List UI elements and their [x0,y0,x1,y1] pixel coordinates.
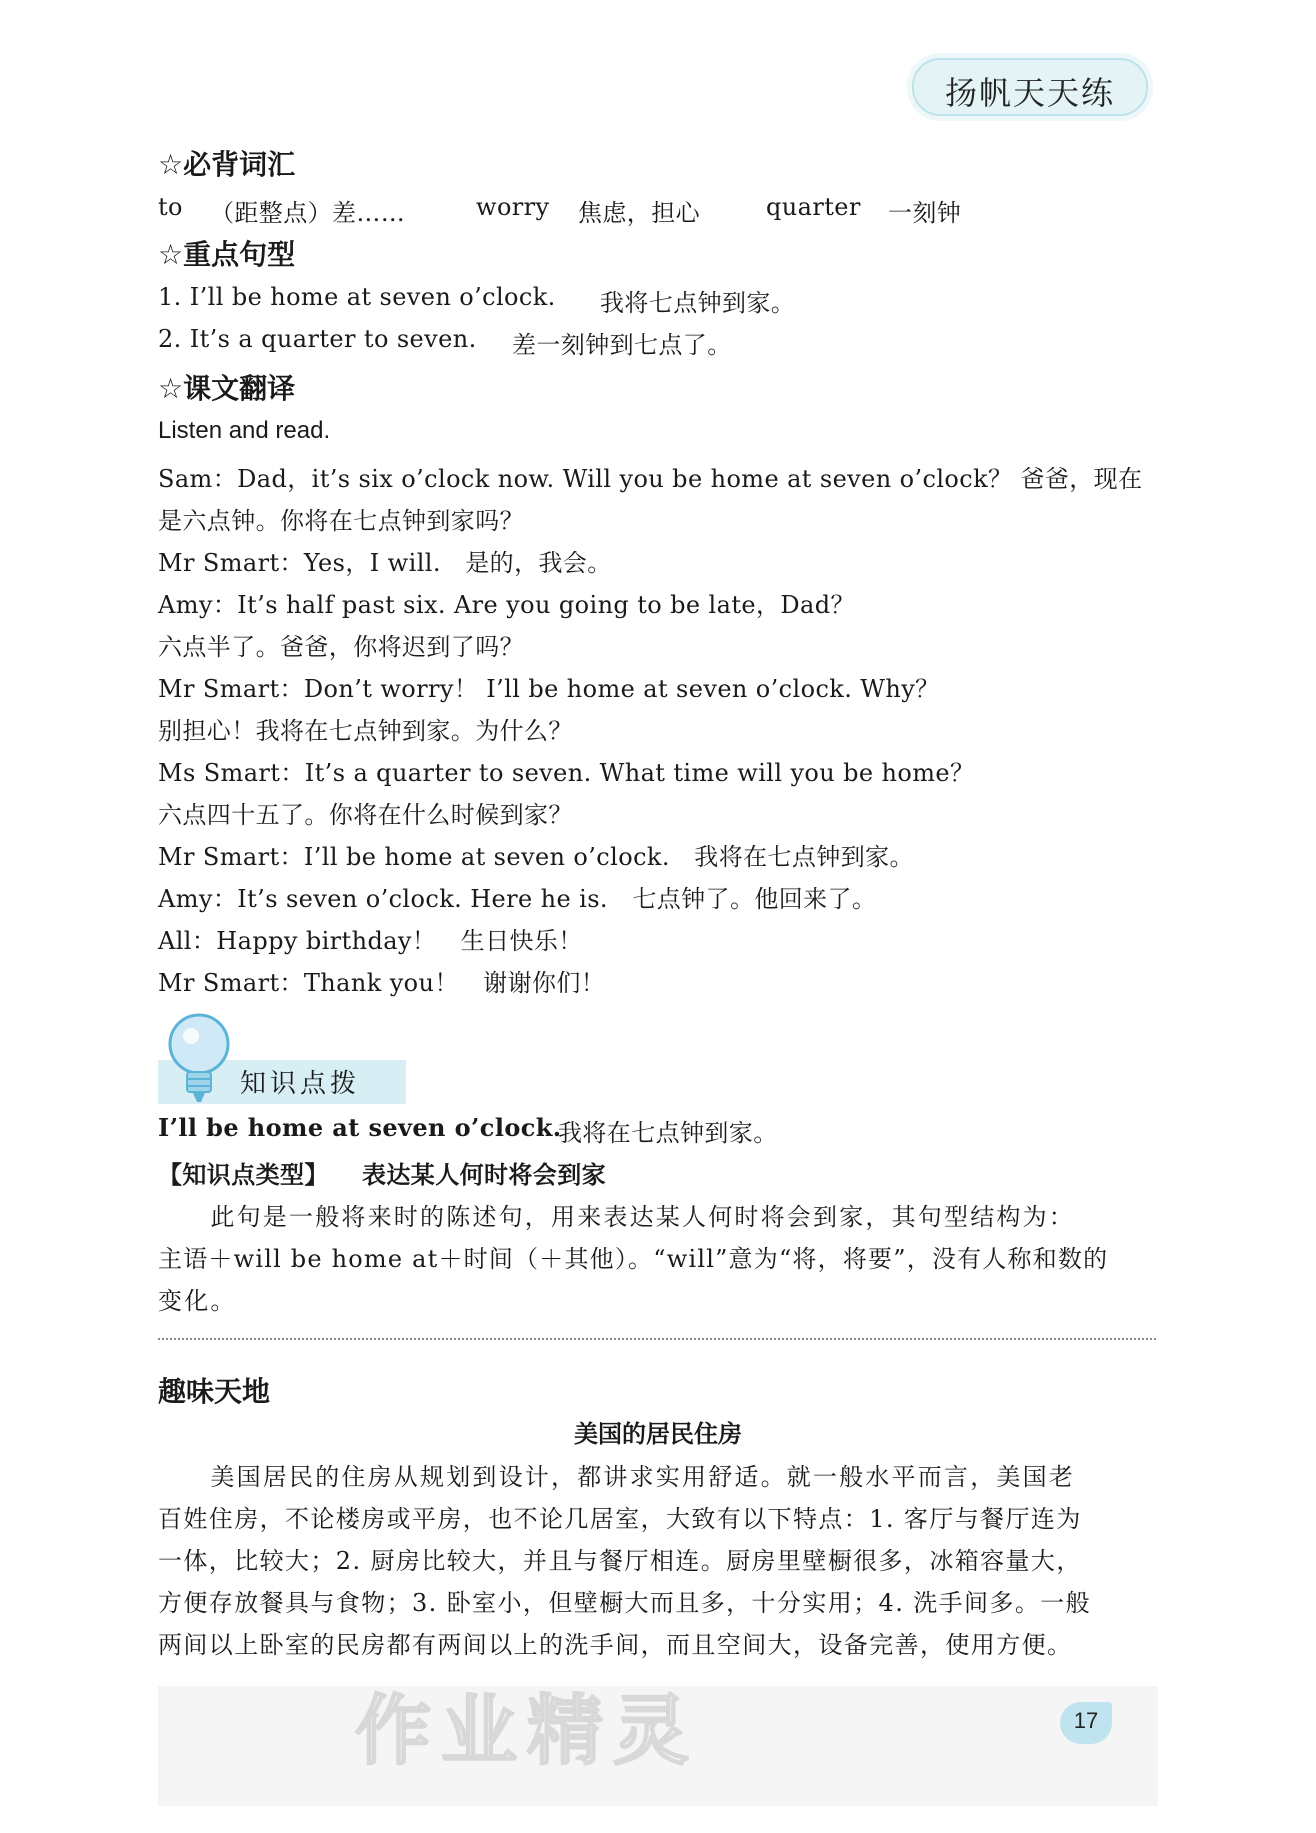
dialogue-line: Mr Smart：Thank you！ 谢谢你们！ [158,969,606,997]
fun-heading: 趣味天地 [158,1375,271,1408]
vocab-word-to: to [158,193,183,221]
fun-paragraph: 美国居民的住房从规划到设计，都讲求实用舒适。就一般水平而言，美国老 [158,1463,1075,1491]
knowledge-type-text: 表达某人何时将会到家 [362,1161,606,1189]
vocab-heading: ☆必背词汇 [158,148,296,181]
vocab-word-quarter: quarter [766,193,861,221]
series-badge [912,58,1148,116]
sentence-1-zh: 我将七点钟到家。 [600,289,796,317]
dialogue-line: All：Happy birthday！ 生日快乐！ [158,927,583,955]
dialogue-line: 六点半了。爸爸，你将迟到了吗？ [158,633,524,661]
tip-label: 知识点拨 [240,1069,361,1099]
knowledge-paragraph: 此句是一般将来时的陈述句，用来表达某人何时将会到家，其句型结构为： [158,1203,1075,1231]
vocab-meaning-worry: 焦虑，担心 [578,199,700,227]
dialogue-line: Amy：It’s half past six. Are you going to be late，Dad？ [158,591,855,619]
dialogue-line: 是六点钟。你将在七点钟到家吗？ [158,507,524,535]
dialogue-line: 六点四十五了。你将在什么时候到家？ [158,801,573,829]
section-divider [158,1338,1156,1340]
fun-paragraph: 一体，比较大；2. 厨房比较大，并且与餐厅相连。厨房里壁橱很多，冰箱容量大， [158,1547,1082,1575]
knowledge-paragraph: 主语＋will be home at＋时间（＋其他）。“will”意为“将，将要”，没有人称和数的 [158,1245,1109,1273]
dialogue-line: Mr Smart：Yes，I will. 是的，我会。 [158,549,612,577]
series-badge-text: 扬帆天天练 [944,74,1115,112]
dialogue-line: Amy：It’s seven o’clock. Here he is. 七点钟了。他回来了。 [158,885,877,913]
sentences-heading: ☆重点句型 [158,238,296,271]
sentence-2-zh: 差一刻钟到七点了。 [512,331,732,359]
vocab-meaning-quarter: 一刻钟 [888,199,962,227]
watermark: 作业精灵 [355,1686,699,1775]
dialogue-line: 别担心！我将在七点钟到家。为什么？ [158,717,573,745]
dialogue-line: Sam：Dad，it’s six o’clock now. Will you be home at seven o’clock？ 爸爸，现在 [158,465,1143,493]
dialogue-line: Mr Smart：I’ll be home at seven o’clock. 我将在七点钟到家。 [158,843,914,871]
vocab-word-worry: worry [476,193,550,221]
fun-paragraph: 两间以上卧室的民房都有两间以上的洗手间，而且空间大，设备完善，使用方便。 [158,1631,1073,1659]
sentence-1-en: 1. I’ll be home at seven o’clock. [158,283,556,311]
fun-title: 美国的居民住房 [574,1420,742,1448]
knowledge-type-label: 【知识点类型】 [158,1161,329,1189]
dialogue-line: Mr Smart：Don’t worry！ I’ll be home at seven o’clock. Why？ [158,675,940,703]
dialogue-line: Ms Smart：It’s a quarter to seven. What time will you be home？ [158,759,975,787]
sentence-2-en: 2. It’s a quarter to seven. [158,325,477,353]
lightbulb-icon [164,1006,234,1110]
key-sentence-zh: 我将在七点钟到家。 [558,1119,778,1147]
key-sentence-en: I’ll be home at seven o’clock. [158,1113,562,1142]
fun-paragraph: 百姓住房，不论楼房或平房，也不论几居室，大致有以下特点：1. 客厅与餐厅连为 [158,1505,1082,1533]
translation-heading: ☆课文翻译 [158,372,296,405]
listen-instruction: Listen and read. [158,417,331,444]
page-number: 17 [1073,1708,1099,1733]
fun-paragraph: 方便存放餐具与食物；3. 卧室小，但壁橱大而且多，十分实用；4. 洗手间多。一般 [158,1589,1092,1617]
vocab-meaning-to: （距整点）差…… [210,199,406,227]
knowledge-paragraph: 变化。 [158,1287,237,1315]
